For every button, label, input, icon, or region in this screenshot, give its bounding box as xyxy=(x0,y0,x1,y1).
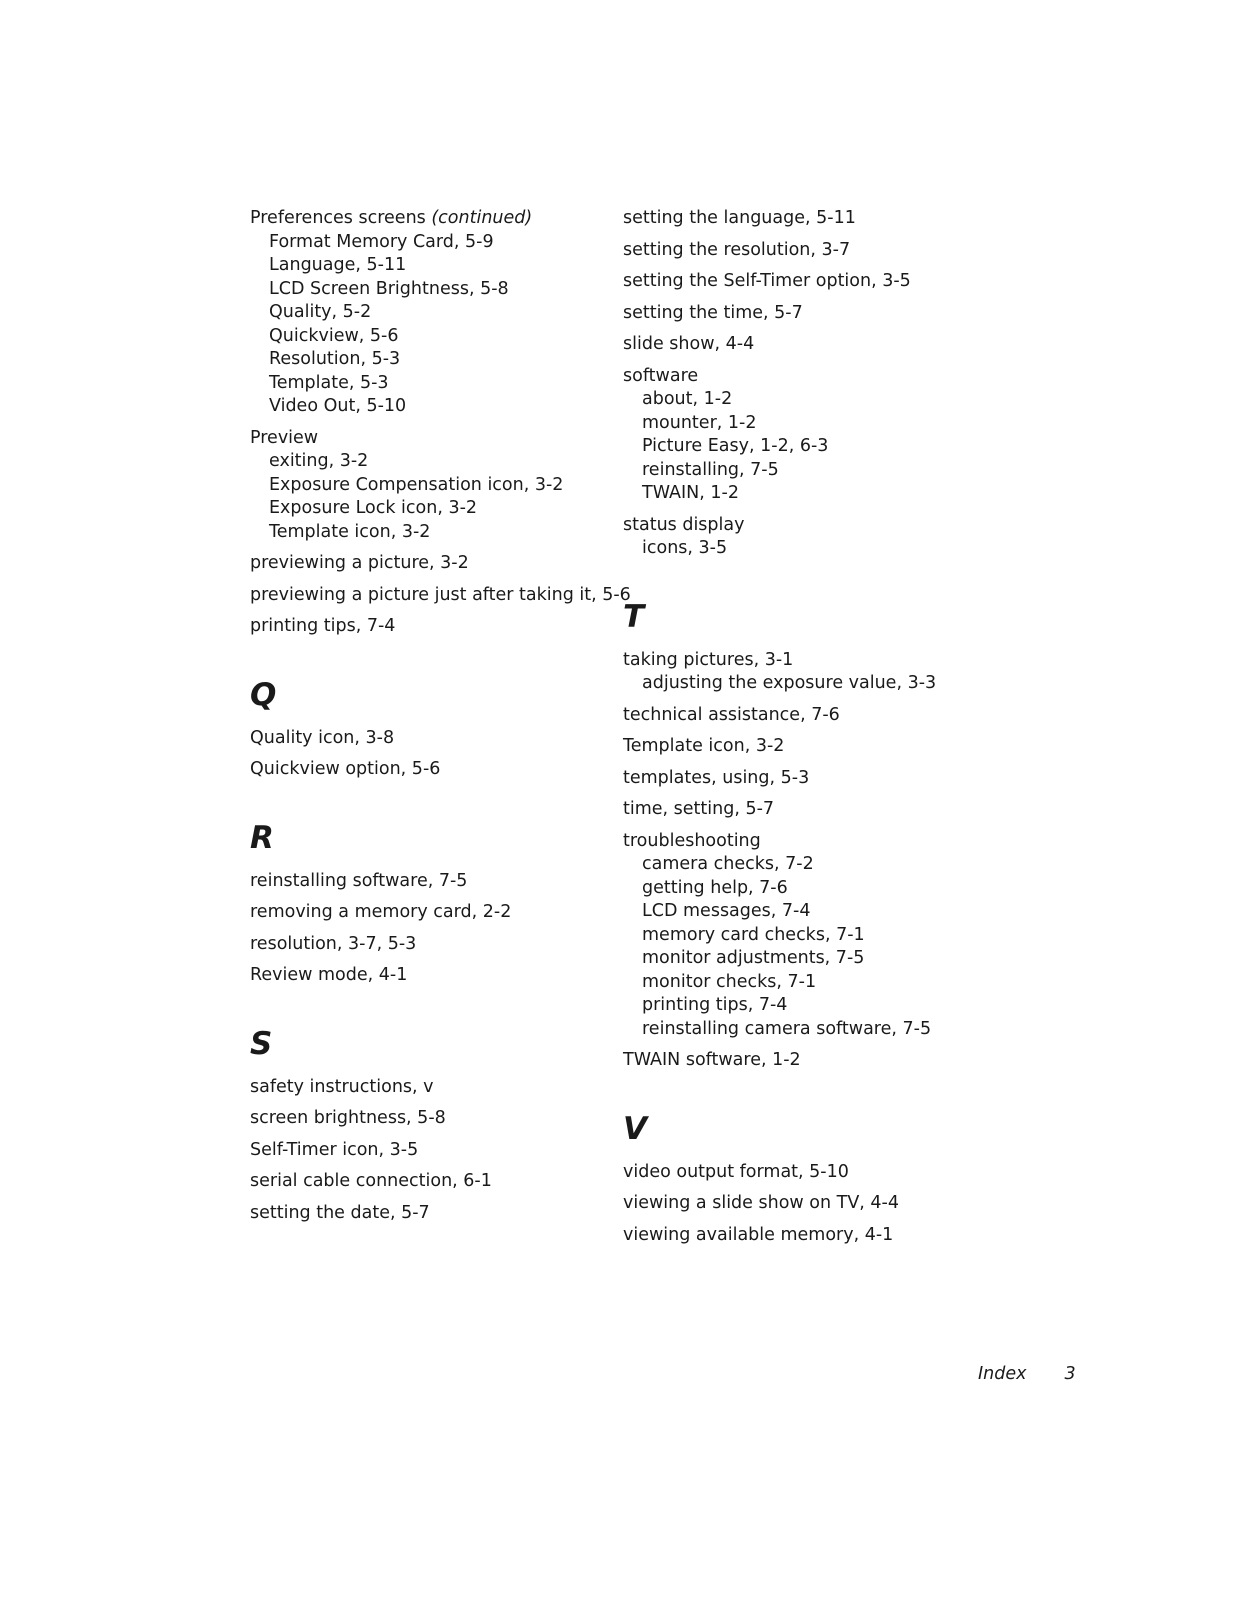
index-subentry: reinstalling camera software, 7-5 xyxy=(642,1018,932,1039)
index-entry xyxy=(623,333,1003,357)
index-entry xyxy=(623,514,1003,561)
index-entry-term xyxy=(250,1107,610,1131)
index-entry xyxy=(250,933,610,957)
index-entry xyxy=(250,615,610,639)
index-entry xyxy=(623,365,1003,506)
index-entry-term xyxy=(250,552,610,576)
entry-text: previewing a picture just after taking it, 5-6 xyxy=(250,584,631,605)
footer-label: Index xyxy=(978,1364,1027,1384)
continued-note: (continued) xyxy=(431,208,533,228)
index-entry xyxy=(623,735,1003,759)
entry-text: safety instructions, v xyxy=(250,1076,434,1097)
index-entry-term xyxy=(623,239,1003,263)
index-entry xyxy=(623,1161,1003,1185)
page-footer xyxy=(978,1363,1076,1387)
entry-text: screen brightness, 5-8 xyxy=(250,1108,446,1128)
index-entry-term xyxy=(623,704,1003,728)
index-entry-term xyxy=(623,1224,1003,1248)
index-entry xyxy=(250,870,610,894)
entry-text: removing a memory card, 2-2 xyxy=(250,902,512,922)
index-entry xyxy=(250,1202,610,1226)
index-entry-term xyxy=(250,870,610,894)
index-entry xyxy=(250,901,610,925)
index-subentry: Quickview, 5-6 xyxy=(269,325,399,346)
index-entry xyxy=(250,207,610,419)
entry-text: taking pictures, 3-1 xyxy=(623,649,794,670)
index-column-right xyxy=(623,207,1003,1255)
index-entry-term xyxy=(623,302,1003,326)
index-entry-term xyxy=(623,767,1003,791)
index-entry-term xyxy=(250,207,610,231)
index-subentry: reinstalling, 7-5 xyxy=(642,459,779,480)
entry-text: Self-Timer icon, 3-5 xyxy=(250,1139,419,1160)
index-entry xyxy=(623,767,1003,791)
entry-text: software xyxy=(623,365,699,386)
entry-text: troubleshooting xyxy=(623,830,761,851)
index-entry-term xyxy=(250,615,610,639)
index-entry-term xyxy=(623,830,1003,854)
entry-text: Quickview option, 5-6 xyxy=(250,759,441,779)
index-subentry: about, 1-2 xyxy=(642,389,733,409)
index-entry xyxy=(623,798,1003,822)
index-subentry: monitor adjustments, 7-5 xyxy=(642,948,865,968)
index-subentry: Video Out, 5-10 xyxy=(269,396,407,416)
index-subentry: mounter, 1-2 xyxy=(642,412,757,433)
entry-text: slide show, 4-4 xyxy=(623,334,755,354)
index-entry xyxy=(250,427,610,545)
index-entry-term xyxy=(623,365,1003,389)
index-entry xyxy=(250,1107,610,1131)
index-entry-term xyxy=(623,333,1003,357)
index-entry xyxy=(250,758,610,782)
index-entry-term xyxy=(250,727,610,751)
index-entry xyxy=(250,552,610,576)
index-entry xyxy=(623,649,1003,696)
index-entry xyxy=(250,584,631,608)
index-entry-term xyxy=(250,758,610,782)
index-entry-term xyxy=(250,1170,610,1194)
index-entry xyxy=(623,302,1003,326)
index-entry xyxy=(250,1139,610,1163)
entry-text: setting the time, 5-7 xyxy=(623,302,803,323)
index-entry-term xyxy=(623,270,1003,294)
index-entry-term xyxy=(250,1202,610,1226)
index-subentry: Language, 5-11 xyxy=(269,255,407,275)
entry-text: time, setting, 5-7 xyxy=(623,799,775,819)
index-entry-term xyxy=(250,1076,610,1100)
index-entry xyxy=(250,1170,610,1194)
index-subentry: adjusting the exposure value, 3-3 xyxy=(642,673,937,693)
section-letter: V xyxy=(623,1110,647,1147)
section-letter: Q xyxy=(250,676,277,713)
index-entry xyxy=(623,270,1003,294)
index-entry-term xyxy=(623,207,1003,231)
entry-text: video output format, 5-10 xyxy=(623,1161,849,1182)
entry-text: Template icon, 3-2 xyxy=(623,736,785,756)
index-entry xyxy=(623,207,1003,231)
index-entry-term xyxy=(250,584,631,608)
entry-text: setting the Self-Timer option, 3-5 xyxy=(623,271,911,291)
index-entry xyxy=(250,727,610,751)
page-number: 3 xyxy=(1064,1364,1076,1384)
index-entry-term xyxy=(250,1139,610,1163)
entry-text: Preview xyxy=(250,427,319,448)
index-entry-term xyxy=(250,933,610,957)
index-entry-term xyxy=(623,1049,1003,1073)
index-entry xyxy=(250,1076,610,1100)
entry-text: viewing a slide show on TV, 4-4 xyxy=(623,1193,900,1213)
entry-text: TWAIN software, 1-2 xyxy=(623,1050,801,1070)
index-subentry: camera checks, 7-2 xyxy=(642,854,814,874)
index-subentry: Picture Easy, 1-2, 6-3 xyxy=(642,436,829,456)
entry-text: previewing a picture, 3-2 xyxy=(250,553,469,573)
index-entry-term xyxy=(623,735,1003,759)
index-subentry: Format Memory Card, 5-9 xyxy=(269,231,494,252)
entry-text: setting the resolution, 3-7 xyxy=(623,239,851,260)
index-subentry: Exposure Compensation icon, 3-2 xyxy=(269,474,564,495)
index-entry xyxy=(623,830,1003,1042)
entry-text: status display xyxy=(623,514,745,535)
index-entry xyxy=(623,239,1003,263)
entry-text: resolution, 3-7, 5-3 xyxy=(250,933,417,954)
index-subentry: Exposure Lock icon, 3-2 xyxy=(269,498,478,518)
index-subentry: LCD Screen Brightness, 5-8 xyxy=(269,278,509,299)
entry-text: setting the date, 5-7 xyxy=(250,1202,430,1223)
section-letter: R xyxy=(250,819,274,856)
index-entry-term xyxy=(250,964,610,988)
entry-text: Quality icon, 3-8 xyxy=(250,727,395,748)
index-subentry: Quality, 5-2 xyxy=(269,302,372,322)
entry-text: printing tips, 7-4 xyxy=(250,616,396,636)
entry-text: Review mode, 4-1 xyxy=(250,965,408,985)
entry-text: reinstalling software, 7-5 xyxy=(250,870,468,891)
index-subentry: Resolution, 5-3 xyxy=(269,349,401,369)
entry-text: setting the language, 5-11 xyxy=(623,208,856,228)
index-entry xyxy=(623,1049,1003,1073)
index-entry-term xyxy=(623,1161,1003,1185)
index-entry xyxy=(623,1192,1003,1216)
index-subentry: exiting, 3-2 xyxy=(269,451,369,471)
entry-text: Preferences screens xyxy=(250,208,426,228)
index-entry-term xyxy=(623,649,1003,673)
index-entry-term xyxy=(250,427,610,451)
index-subentry: monitor checks, 7-1 xyxy=(642,971,817,992)
index-subentry: icons, 3-5 xyxy=(642,538,728,558)
index-subentry: memory card checks, 7-1 xyxy=(642,924,865,945)
index-subentry: Template, 5-3 xyxy=(269,372,389,393)
index-subentry: printing tips, 7-4 xyxy=(642,995,788,1015)
index-entry xyxy=(250,964,610,988)
index-entry-term xyxy=(250,901,610,925)
index-entry xyxy=(623,1224,1003,1248)
section-letter: S xyxy=(250,1025,273,1062)
entry-text: technical assistance, 7-6 xyxy=(623,704,840,725)
index-entry-term xyxy=(623,798,1003,822)
index-subentry: LCD messages, 7-4 xyxy=(642,901,811,921)
entry-text: templates, using, 5-3 xyxy=(623,767,810,788)
entry-text: viewing available memory, 4-1 xyxy=(623,1224,894,1245)
index-subentry: getting help, 7-6 xyxy=(642,877,788,898)
index-subentry: TWAIN, 1-2 xyxy=(642,483,739,503)
section-letter: T xyxy=(623,598,645,635)
index-column-left xyxy=(250,207,631,1233)
index-entry-term xyxy=(623,1192,1003,1216)
index-entry-term xyxy=(623,514,1003,538)
index-subentry: Template icon, 3-2 xyxy=(269,521,431,542)
entry-text: serial cable connection, 6-1 xyxy=(250,1171,492,1191)
index-entry xyxy=(623,704,1003,728)
